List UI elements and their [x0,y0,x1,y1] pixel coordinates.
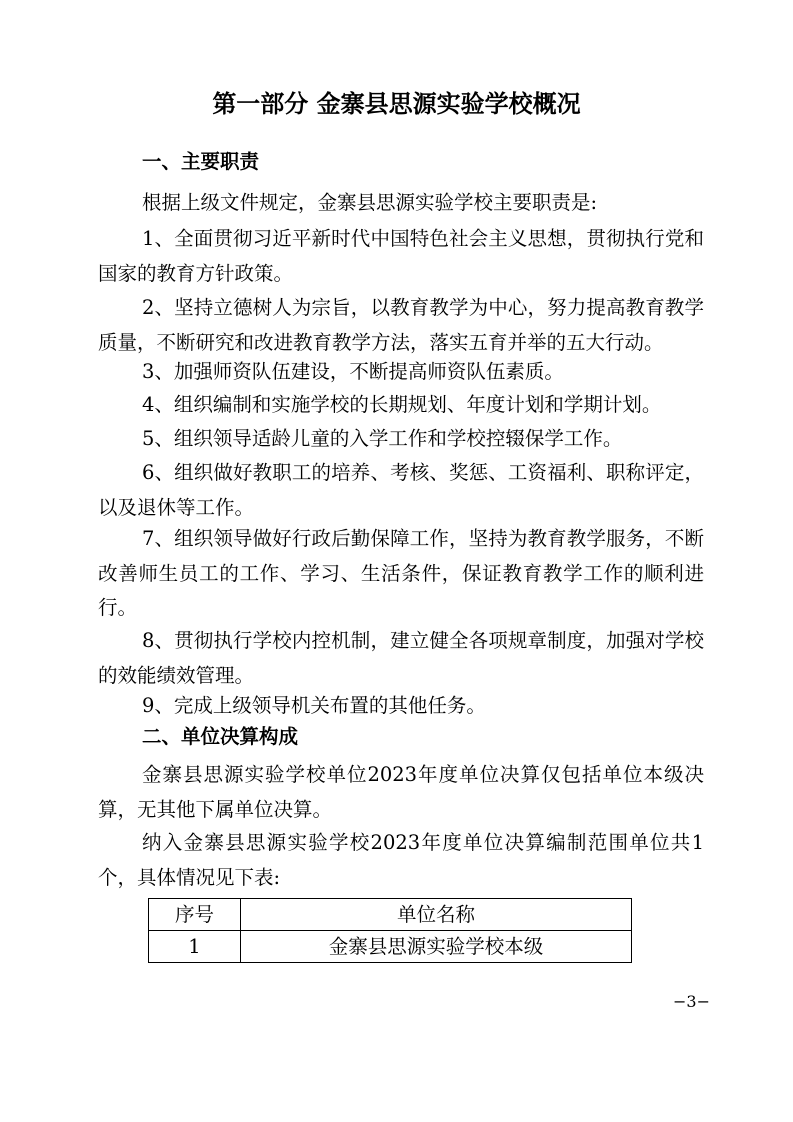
duty-item-2: 2、坚持立德树人为宗旨，以教育教学为中心，努力提高教育教学质量，不断研究和改进教育教学方法，落实五育并举的五大行动。 [98,296,704,354]
table-cell-unit-name: 金寨县思源实验学校本级 [241,931,632,963]
duty-item-6: 6、组织做好教职工的培养、考核、奖惩、工资福利、职称评定，以及退休等工作。 [98,461,704,519]
duty-item-7: 7、组织领导做好行政后勤保障工作，坚持为教育教学服务，不断改善师生员工的工作、学习、生活条件，保证教育教学工作的顺利进行。 [98,527,704,619]
table-cell-index: 1 [149,931,241,963]
table-header-index: 序号 [149,899,241,931]
unit-table [148,898,632,963]
duty-item-3: 3、加强师资队伍建设，不断提高师资队伍素质。 [142,360,564,383]
page-number: −3− [673,992,710,1011]
duty-item-8: 8、贯彻执行学校内控机制，建立健全各项规章制度，加强对学校的效能绩效管理。 [98,629,704,687]
composition-paragraph-2: 纳入金寨县思源实验学校2023年度单位决算编制范围单位共1个，具体情况见下表: [98,831,704,889]
table-row [149,931,632,963]
duty-item-1: 1、全面贯彻习近平新时代中国特色社会主义思想，贯彻执行党和国家的教育方针政策。 [98,227,704,285]
table-header-unit-name: 单位名称 [241,899,632,931]
section-heading-duties: 一、主要职责 [142,150,260,173]
duty-item-5: 5、组织领导适龄儿童的入学工作和学校控辍保学工作。 [142,427,623,450]
intro-paragraph: 根据上级文件规定，金寨县思源实验学校主要职责是: [142,191,598,214]
composition-paragraph-1: 金寨县思源实验学校单位2023年度单位决算仅包括单位本级决算，无其他下属单位决算。 [98,763,704,821]
section-heading-composition: 二、单位决算构成 [142,725,299,748]
duty-item-9: 9、完成上级领导机关布置的其他任务。 [142,694,486,717]
table-header-row [149,899,632,931]
duty-item-4: 4、组织编制和实施学校的长期规划、年度计划和学期计划。 [142,393,662,416]
page-title: 第一部分 金寨县思源实验学校概况 [212,89,581,118]
